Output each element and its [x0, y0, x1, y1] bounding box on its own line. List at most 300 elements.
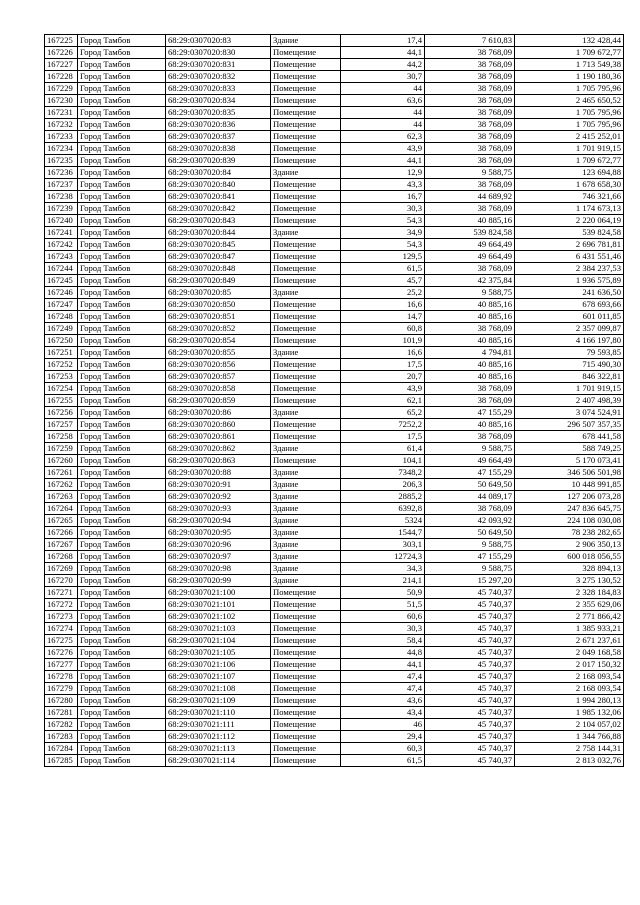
area-cell: 63,6: [341, 95, 425, 107]
cadastral-number-cell: 68:29:0307021:106: [166, 659, 271, 671]
cadastral-value-cell: 2 017 150,32: [515, 659, 624, 671]
object-type-cell: Помещение: [271, 359, 341, 371]
object-type-cell: Помещение: [271, 383, 341, 395]
area-cell: 43,3: [341, 179, 425, 191]
row-id-cell: 167262: [45, 479, 78, 491]
table-row: [45, 455, 624, 467]
cadastral-number-cell: 68:29:0307021:102: [166, 611, 271, 623]
row-id-cell: 167281: [45, 707, 78, 719]
object-type-cell: Помещение: [271, 299, 341, 311]
cadastral-number-cell: 68:29:0307021:113: [166, 743, 271, 755]
cadastral-number-cell: 68:29:0307020:832: [166, 71, 271, 83]
row-id-cell: 167235: [45, 155, 78, 167]
city-cell: Город Тамбов: [78, 371, 166, 383]
city-cell: Город Тамбов: [78, 107, 166, 119]
area-cell: 17,4: [341, 35, 425, 47]
unit-cost-cell: 38 768,09: [425, 203, 515, 215]
city-cell: Город Тамбов: [78, 95, 166, 107]
unit-cost-cell: 44 689,92: [425, 191, 515, 203]
unit-cost-cell: 40 885,16: [425, 419, 515, 431]
area-cell: 43,6: [341, 695, 425, 707]
row-id-cell: 167268: [45, 551, 78, 563]
city-cell: Город Тамбов: [78, 431, 166, 443]
city-cell: Город Тамбов: [78, 239, 166, 251]
area-cell: 17,5: [341, 431, 425, 443]
table-row: [45, 755, 624, 767]
table-row: [45, 335, 624, 347]
area-cell: 62,3: [341, 131, 425, 143]
cadastral-value-cell: 2 104 057,02: [515, 719, 624, 731]
cadastral-value-cell: 1 705 795,96: [515, 107, 624, 119]
area-cell: 45,7: [341, 275, 425, 287]
table-row: [45, 659, 624, 671]
cadastral-value-cell: 123 694,88: [515, 167, 624, 179]
table-row: [45, 419, 624, 431]
area-cell: 43,9: [341, 383, 425, 395]
object-type-cell: Здание: [271, 479, 341, 491]
row-id-cell: 167257: [45, 419, 78, 431]
table-row: [45, 539, 624, 551]
cadastral-number-cell: 68:29:0307020:84: [166, 167, 271, 179]
cadastral-number-cell: 68:29:0307020:856: [166, 359, 271, 371]
object-type-cell: Здание: [271, 551, 341, 563]
cadastral-number-cell: 68:29:0307021:109: [166, 695, 271, 707]
unit-cost-cell: 38 768,09: [425, 263, 515, 275]
object-type-cell: Здание: [271, 563, 341, 575]
table-row: [45, 83, 624, 95]
row-id-cell: 167252: [45, 359, 78, 371]
cadastral-value-cell: 2 771 866,42: [515, 611, 624, 623]
unit-cost-cell: 49 664,49: [425, 455, 515, 467]
city-cell: Город Тамбов: [78, 83, 166, 95]
city-cell: Город Тамбов: [78, 683, 166, 695]
city-cell: Город Тамбов: [78, 575, 166, 587]
city-cell: Город Тамбов: [78, 587, 166, 599]
cadastral-number-cell: 68:29:0307020:839: [166, 155, 271, 167]
row-id-cell: 167272: [45, 599, 78, 611]
table-row: [45, 743, 624, 755]
object-type-cell: Помещение: [271, 107, 341, 119]
cadastral-number-cell: 68:29:0307020:842: [166, 203, 271, 215]
table-row: [45, 563, 624, 575]
cadastral-number-cell: 68:29:0307020:851: [166, 311, 271, 323]
area-cell: 60,6: [341, 611, 425, 623]
object-type-cell: Здание: [271, 503, 341, 515]
cadastral-number-cell: 68:29:0307021:105: [166, 647, 271, 659]
cadastral-value-cell: 1 385 933,21: [515, 623, 624, 635]
object-type-cell: Помещение: [271, 203, 341, 215]
area-cell: 20,7: [341, 371, 425, 383]
cadastral-number-cell: 68:29:0307020:849: [166, 275, 271, 287]
cadastral-number-cell: 68:29:0307020:859: [166, 395, 271, 407]
cadastral-number-cell: 68:29:0307020:841: [166, 191, 271, 203]
cadastral-number-cell: 68:29:0307020:863: [166, 455, 271, 467]
table-row: [45, 515, 624, 527]
cadastral-value-cell: 2 357 099,87: [515, 323, 624, 335]
table-row: [45, 695, 624, 707]
table-row: [45, 623, 624, 635]
cadastral-number-cell: 68:29:0307020:83: [166, 35, 271, 47]
area-cell: 5324: [341, 515, 425, 527]
unit-cost-cell: 38 768,09: [425, 107, 515, 119]
table-row: [45, 191, 624, 203]
unit-cost-cell: 45 740,37: [425, 659, 515, 671]
unit-cost-cell: 50 649,50: [425, 479, 515, 491]
area-cell: 101,9: [341, 335, 425, 347]
cadastral-value-cell: 5 170 073,41: [515, 455, 624, 467]
object-type-cell: Здание: [271, 287, 341, 299]
table-row: [45, 47, 624, 59]
cadastral-value-cell: 2 168 093,54: [515, 671, 624, 683]
city-cell: Город Тамбов: [78, 311, 166, 323]
row-id-cell: 167236: [45, 167, 78, 179]
unit-cost-cell: 42 375,84: [425, 275, 515, 287]
cadastral-number-cell: 68:29:0307021:103: [166, 623, 271, 635]
city-cell: Город Тамбов: [78, 167, 166, 179]
city-cell: Город Тамбов: [78, 635, 166, 647]
table-row: [45, 599, 624, 611]
row-id-cell: 167230: [45, 95, 78, 107]
cadastral-number-cell: 68:29:0307020:94: [166, 515, 271, 527]
row-id-cell: 167265: [45, 515, 78, 527]
city-cell: Город Тамбов: [78, 383, 166, 395]
row-id-cell: 167256: [45, 407, 78, 419]
table-row: [45, 359, 624, 371]
row-id-cell: 167273: [45, 611, 78, 623]
cadastral-value-cell: 1 701 919,15: [515, 383, 624, 395]
row-id-cell: 167232: [45, 119, 78, 131]
object-type-cell: Помещение: [271, 335, 341, 347]
object-type-cell: Здание: [271, 575, 341, 587]
cadastral-number-cell: 68:29:0307020:96: [166, 539, 271, 551]
unit-cost-cell: 45 740,37: [425, 683, 515, 695]
cadastral-value-cell: 2 384 237,53: [515, 263, 624, 275]
row-id-cell: 167238: [45, 191, 78, 203]
city-cell: Город Тамбов: [78, 359, 166, 371]
unit-cost-cell: 45 740,37: [425, 587, 515, 599]
object-type-cell: Здание: [271, 443, 341, 455]
object-type-cell: Помещение: [271, 419, 341, 431]
area-cell: 29,4: [341, 731, 425, 743]
city-cell: Город Тамбов: [78, 191, 166, 203]
object-type-cell: Помещение: [271, 395, 341, 407]
unit-cost-cell: 40 885,16: [425, 335, 515, 347]
cadastral-number-cell: 68:29:0307021:107: [166, 671, 271, 683]
cadastral-value-cell: 1 678 658,30: [515, 179, 624, 191]
unit-cost-cell: 38 768,09: [425, 143, 515, 155]
object-type-cell: Помещение: [271, 599, 341, 611]
row-id-cell: 167237: [45, 179, 78, 191]
table-row: [45, 71, 624, 83]
row-id-cell: 167284: [45, 743, 78, 755]
row-id-cell: 167279: [45, 683, 78, 695]
cadastral-value-cell: 846 322,81: [515, 371, 624, 383]
row-id-cell: 167240: [45, 215, 78, 227]
cadastral-number-cell: 68:29:0307020:99: [166, 575, 271, 587]
cadastral-value-cell: 2 465 650,52: [515, 95, 624, 107]
object-type-cell: Помещение: [271, 143, 341, 155]
cadastral-value-cell: 2 328 184,83: [515, 587, 624, 599]
cadastral-value-cell: 2 415 252,01: [515, 131, 624, 143]
cadastral-value-cell: 328 894,13: [515, 563, 624, 575]
area-cell: 7252,2: [341, 419, 425, 431]
row-id-cell: 167280: [45, 695, 78, 707]
object-type-cell: Помещение: [271, 179, 341, 191]
city-cell: Город Тамбов: [78, 671, 166, 683]
city-cell: Город Тамбов: [78, 659, 166, 671]
row-id-cell: 167274: [45, 623, 78, 635]
city-cell: Город Тамбов: [78, 419, 166, 431]
cadastral-number-cell: 68:29:0307020:858: [166, 383, 271, 395]
unit-cost-cell: 40 885,16: [425, 215, 515, 227]
area-cell: 7348,2: [341, 467, 425, 479]
table-row: [45, 635, 624, 647]
unit-cost-cell: 38 768,09: [425, 395, 515, 407]
city-cell: Город Тамбов: [78, 203, 166, 215]
area-cell: 47,4: [341, 671, 425, 683]
cadastral-number-cell: 68:29:0307020:837: [166, 131, 271, 143]
row-id-cell: 167276: [45, 647, 78, 659]
area-cell: 58,4: [341, 635, 425, 647]
cadastral-value-cell: 1 713 549,38: [515, 59, 624, 71]
unit-cost-cell: 45 740,37: [425, 743, 515, 755]
unit-cost-cell: 45 740,37: [425, 695, 515, 707]
cadastral-value-cell: 539 824,58: [515, 227, 624, 239]
unit-cost-cell: 45 740,37: [425, 671, 515, 683]
cadastral-value-cell: 588 749,25: [515, 443, 624, 455]
object-type-cell: Здание: [271, 347, 341, 359]
table-row: [45, 167, 624, 179]
object-type-cell: Здание: [271, 539, 341, 551]
area-cell: 34,9: [341, 227, 425, 239]
cadastral-value-cell: 1 174 673,13: [515, 203, 624, 215]
table-row: [45, 323, 624, 335]
object-type-cell: Помещение: [271, 95, 341, 107]
area-cell: 44,1: [341, 155, 425, 167]
cadastral-value-cell: 715 490,30: [515, 359, 624, 371]
area-cell: 30,7: [341, 71, 425, 83]
row-id-cell: 167270: [45, 575, 78, 587]
cadastral-number-cell: 68:29:0307020:854: [166, 335, 271, 347]
object-type-cell: Помещение: [271, 215, 341, 227]
cadastral-value-cell: 1 344 766,88: [515, 731, 624, 743]
object-type-cell: Здание: [271, 227, 341, 239]
object-type-cell: Здание: [271, 167, 341, 179]
row-id-cell: 167285: [45, 755, 78, 767]
table-row: [45, 287, 624, 299]
row-id-cell: 167253: [45, 371, 78, 383]
row-id-cell: 167227: [45, 59, 78, 71]
object-type-cell: Здание: [271, 35, 341, 47]
city-cell: Город Тамбов: [78, 299, 166, 311]
cadastral-number-cell: 68:29:0307021:111: [166, 719, 271, 731]
area-cell: 30,3: [341, 623, 425, 635]
row-id-cell: 167263: [45, 491, 78, 503]
object-type-cell: Здание: [271, 515, 341, 527]
city-cell: Город Тамбов: [78, 467, 166, 479]
object-type-cell: Помещение: [271, 251, 341, 263]
table-row: [45, 35, 624, 47]
row-id-cell: 167266: [45, 527, 78, 539]
area-cell: 50,9: [341, 587, 425, 599]
cadastral-number-cell: 68:29:0307020:97: [166, 551, 271, 563]
cadastral-number-cell: 68:29:0307021:100: [166, 587, 271, 599]
unit-cost-cell: 38 768,09: [425, 83, 515, 95]
object-type-cell: Помещение: [271, 131, 341, 143]
cadastral-value-cell: 1 985 132,06: [515, 707, 624, 719]
row-id-cell: 167241: [45, 227, 78, 239]
city-cell: Город Тамбов: [78, 143, 166, 155]
city-cell: Город Тамбов: [78, 503, 166, 515]
area-cell: 43,4: [341, 707, 425, 719]
row-id-cell: 167243: [45, 251, 78, 263]
unit-cost-cell: 40 885,16: [425, 371, 515, 383]
cadastral-number-cell: 68:29:0307021:108: [166, 683, 271, 695]
table-row: [45, 575, 624, 587]
row-id-cell: 167271: [45, 587, 78, 599]
unit-cost-cell: 49 664,49: [425, 239, 515, 251]
row-id-cell: 167244: [45, 263, 78, 275]
city-cell: Город Тамбов: [78, 515, 166, 527]
table-row: [45, 371, 624, 383]
cadastral-value-cell: 3 275 130,52: [515, 575, 624, 587]
city-cell: Город Тамбов: [78, 623, 166, 635]
unit-cost-cell: 7 610,83: [425, 35, 515, 47]
area-cell: 16,7: [341, 191, 425, 203]
object-type-cell: Помещение: [271, 623, 341, 635]
city-cell: Город Тамбов: [78, 263, 166, 275]
row-id-cell: 167250: [45, 335, 78, 347]
unit-cost-cell: 38 768,09: [425, 59, 515, 71]
cadastral-number-cell: 68:29:0307020:843: [166, 215, 271, 227]
cadastral-value-cell: 224 108 030,08: [515, 515, 624, 527]
table-row: [45, 347, 624, 359]
city-cell: Город Тамбов: [78, 323, 166, 335]
area-cell: 65,2: [341, 407, 425, 419]
cadastral-value-cell: 296 507 357,35: [515, 419, 624, 431]
area-cell: 25,2: [341, 287, 425, 299]
row-id-cell: 167282: [45, 719, 78, 731]
cadastral-value-cell: 10 448 991,85: [515, 479, 624, 491]
area-cell: 1544,7: [341, 527, 425, 539]
city-cell: Город Тамбов: [78, 539, 166, 551]
table-row: [45, 227, 624, 239]
unit-cost-cell: 4 794,81: [425, 347, 515, 359]
area-cell: 62,1: [341, 395, 425, 407]
object-type-cell: Здание: [271, 467, 341, 479]
area-cell: 44,8: [341, 647, 425, 659]
unit-cost-cell: 45 740,37: [425, 611, 515, 623]
city-cell: Город Тамбов: [78, 335, 166, 347]
unit-cost-cell: 15 297,20: [425, 575, 515, 587]
area-cell: 44,2: [341, 59, 425, 71]
table-row: [45, 719, 624, 731]
area-cell: 44,1: [341, 47, 425, 59]
unit-cost-cell: 47 155,29: [425, 551, 515, 563]
area-cell: 44: [341, 107, 425, 119]
area-cell: 44,1: [341, 659, 425, 671]
cadastral-value-cell: 346 506 501,98: [515, 467, 624, 479]
cadastral-number-cell: 68:29:0307020:834: [166, 95, 271, 107]
unit-cost-cell: 45 740,37: [425, 647, 515, 659]
unit-cost-cell: 47 155,29: [425, 467, 515, 479]
object-type-cell: Помещение: [271, 587, 341, 599]
row-id-cell: 167264: [45, 503, 78, 515]
cadastral-value-cell: 678 693,66: [515, 299, 624, 311]
city-cell: Город Тамбов: [78, 695, 166, 707]
row-id-cell: 167239: [45, 203, 78, 215]
cadastral-value-cell: 2 813 032,76: [515, 755, 624, 767]
area-cell: 60,8: [341, 323, 425, 335]
object-type-cell: Помещение: [271, 71, 341, 83]
row-id-cell: 167275: [45, 635, 78, 647]
cadastral-number-cell: 68:29:0307020:848: [166, 263, 271, 275]
cadastral-value-cell: 2 049 168,58: [515, 647, 624, 659]
table-row: [45, 239, 624, 251]
table-row: [45, 443, 624, 455]
unit-cost-cell: 9 588,75: [425, 563, 515, 575]
cadastral-value-cell: 1 709 672,77: [515, 155, 624, 167]
unit-cost-cell: 49 664,49: [425, 251, 515, 263]
city-cell: Город Тамбов: [78, 287, 166, 299]
object-type-cell: Помещение: [271, 683, 341, 695]
city-cell: Город Тамбов: [78, 47, 166, 59]
cadastral-number-cell: 68:29:0307020:92: [166, 491, 271, 503]
cadastral-number-cell: 68:29:0307020:831: [166, 59, 271, 71]
cadastral-number-cell: 68:29:0307021:114: [166, 755, 271, 767]
city-cell: Город Тамбов: [78, 179, 166, 191]
cadastral-value-cell: 2 355 629,06: [515, 599, 624, 611]
cadastral-value-cell: 678 441,58: [515, 431, 624, 443]
area-cell: 54,3: [341, 239, 425, 251]
row-id-cell: 167283: [45, 731, 78, 743]
table-row: [45, 215, 624, 227]
area-cell: 43,9: [341, 143, 425, 155]
row-id-cell: 167278: [45, 671, 78, 683]
cadastral-number-cell: 68:29:0307020:860: [166, 419, 271, 431]
cadastral-number-cell: 68:29:0307020:830: [166, 47, 271, 59]
cadastral-number-cell: 68:29:0307020:85: [166, 287, 271, 299]
area-cell: 104,1: [341, 455, 425, 467]
unit-cost-cell: 45 740,37: [425, 599, 515, 611]
table-row: [45, 647, 624, 659]
table-row: [45, 395, 624, 407]
table-row: [45, 203, 624, 215]
cadastral-number-cell: 68:29:0307020:833: [166, 83, 271, 95]
table-row: [45, 587, 624, 599]
cadastral-value-cell: 247 836 645,75: [515, 503, 624, 515]
table-row: [45, 59, 624, 71]
cadastral-value-cell: 132 428,44: [515, 35, 624, 47]
unit-cost-cell: 45 740,37: [425, 731, 515, 743]
table-row: [45, 299, 624, 311]
city-cell: Город Тамбов: [78, 347, 166, 359]
cadastral-value-cell: 241 636,50: [515, 287, 624, 299]
table-row: [45, 683, 624, 695]
object-type-cell: Помещение: [271, 311, 341, 323]
row-id-cell: 167234: [45, 143, 78, 155]
cadastral-number-cell: 68:29:0307020:836: [166, 119, 271, 131]
unit-cost-cell: 47 155,29: [425, 407, 515, 419]
area-cell: 6392,8: [341, 503, 425, 515]
area-cell: 16,6: [341, 299, 425, 311]
cadastral-number-cell: 68:29:0307020:862: [166, 443, 271, 455]
table-row: [45, 107, 624, 119]
object-type-cell: Помещение: [271, 659, 341, 671]
cadastral-number-cell: 68:29:0307020:852: [166, 323, 271, 335]
table-row: [45, 611, 624, 623]
area-cell: 303,1: [341, 539, 425, 551]
